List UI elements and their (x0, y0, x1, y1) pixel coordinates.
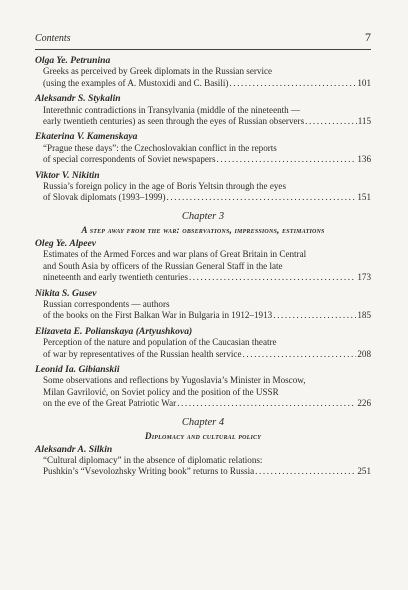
leader-dots (189, 272, 356, 283)
leader-dots (242, 349, 356, 360)
entry-author: Aleksandr A. Silkin (35, 443, 113, 455)
entry-title-line: Russia’s foreign policy in the age of Boris Yeltsin through the eyes (43, 181, 286, 192)
entry-author: Oleg Ye. Alpeev (35, 237, 97, 249)
leader-dots (216, 154, 356, 165)
entry-page-number: 208 (357, 348, 371, 359)
leader-dots (229, 78, 356, 89)
entry-author: Viktor V. Nikitin (35, 169, 100, 181)
page-number: 7 (365, 30, 371, 44)
entry-author: Olga Ye. Petrunina (35, 55, 111, 66)
entry-author: Ekaterina V. Kamenskaya (35, 131, 138, 143)
chapter-label: Chapter 4 (181, 416, 225, 428)
chapter-label: Chapter 3 (181, 210, 225, 222)
header-rule (35, 49, 371, 50)
entry-page-number: 185 (357, 310, 371, 321)
entry-page-number: 251 (357, 466, 371, 477)
running-head-title: Contents (35, 33, 71, 44)
leader-dots (167, 192, 357, 203)
entry-author: Nikita S. Gusev (35, 287, 97, 299)
entry-author: Leonid Ia. Gibianskii (35, 363, 120, 375)
entry-title-line: Russian correspondents — authors (43, 298, 170, 309)
entry-title-line: “Cultural diplomacy” in the absence of diplomatic relations: (43, 454, 263, 465)
entry-author: Elizaveta E. Polianskaya (Artyushkova) (35, 325, 193, 337)
entry-title-line: on the eve of the Great Patriotic War (43, 398, 177, 409)
entry-title-line: of the books on the First Balkan War in Bulgaria in 1912–1913 (43, 310, 273, 321)
chapter-title: A step away from the war: observations, impressions, estimations (81, 224, 325, 235)
chapter-heading (35, 210, 371, 236)
entry-title-line: (using the examples of A. Mustoxidi and C. Basili) (43, 77, 229, 88)
toc-entry[interactable] (35, 238, 371, 284)
entry-title-line: Interethnic contradictions in Transylvania (middle of the nineteenth — (43, 104, 301, 115)
entry-title-line: of war by representatives of the Russian health service (43, 348, 242, 359)
entry-page-number: 115 (357, 116, 371, 127)
toc-entry[interactable] (35, 364, 371, 410)
entry-page-number: 173 (357, 272, 371, 283)
toc-page (35, 30, 371, 482)
entry-title-line: nineteenth and early twentieth centuries (43, 272, 188, 283)
toc-entry[interactable] (35, 55, 371, 89)
entry-page-number: 101 (357, 77, 371, 88)
entry-title-line: Estimates of the Armed Forces and war plans of Great Britain in Central (43, 249, 307, 260)
entry-page-number: 151 (357, 192, 371, 203)
entry-title-line: Some observations and reflections by Yugoslavia’s Minister in Moscow, (43, 375, 306, 386)
entry-title-line: Perception of the nature and population of the Caucasian theatre (43, 337, 277, 348)
entry-title-line: of special correspondents of Soviet newspapers (43, 154, 216, 165)
leader-dots (305, 116, 357, 127)
entry-title-line: Milan Gavrilović, on Soviet policy and the position of the USSR (43, 386, 279, 397)
running-header (35, 30, 371, 48)
toc-entry[interactable] (35, 131, 371, 165)
entry-author: Aleksandr S. Stykalin (35, 93, 121, 105)
entry-title-line: early twentieth centuries) as seen through the eyes of Russian observers (43, 116, 305, 127)
toc-entry[interactable] (35, 444, 371, 478)
chapter-title: Diplomacy and cultural policy (144, 430, 262, 441)
chapter-heading (35, 416, 371, 442)
toc-entry[interactable] (35, 326, 371, 360)
toc-entry[interactable] (35, 93, 371, 127)
entry-page-number: 226 (357, 398, 371, 409)
entry-title-line: and South Asia by officers of the Russian General Staff in the late (43, 260, 283, 271)
leader-dots (273, 310, 356, 321)
entry-title-line: Greeks as perceived by Greek diplomats in the Russian service (43, 66, 273, 77)
entry-title-line: of Slovak diplomats (1993–1999) (43, 192, 166, 203)
entry-title-line: “Prague these days”: the Czechoslovakian conflict in the reports (43, 142, 277, 153)
leader-dots (177, 398, 356, 409)
toc-entry[interactable] (35, 288, 371, 322)
entry-page-number: 136 (357, 154, 371, 165)
toc-entry[interactable] (35, 170, 371, 204)
leader-dots (255, 466, 356, 477)
entry-title-line: Pushkin’s “Vsevolozhsky Writing book” returns to Russia (43, 466, 255, 477)
